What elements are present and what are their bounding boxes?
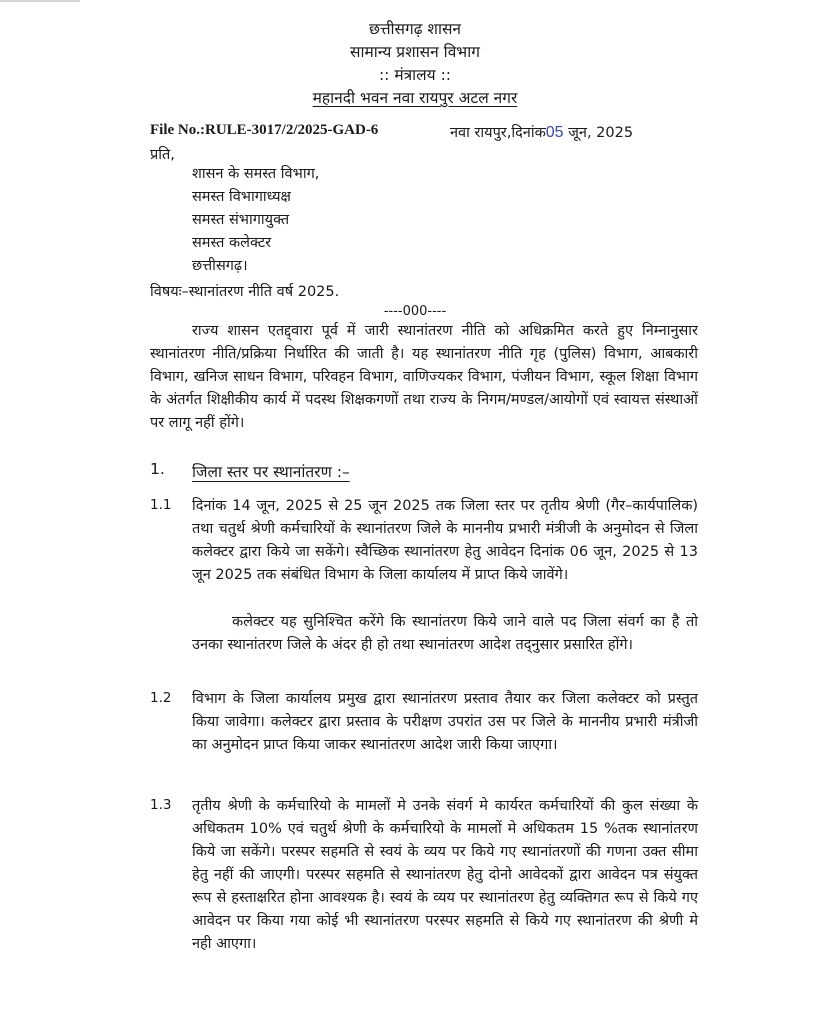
- file-number: File No.:RULE-3017/2/2025-GAD-6: [150, 122, 379, 138]
- reference-line: [150, 122, 740, 144]
- date-place: नवा रायपुर,दिनांक: [450, 125, 546, 141]
- salutation-to: प्रति,: [150, 147, 175, 163]
- scan-edge-mark: [0, 0, 80, 2]
- clause-1-1-text: दिनांक 14 जून, 2025 से 25 जून 2025 तक जिला स्तर पर तृतीय श्रेणी (गैर–कार्यपालिक) तथा चतुर्थ श्रेणी कर्मचारियों के स्थानांतरण जिले के माननीय प्रभारी मंत्रीजी के अनुमोदन से जिला कलेक्टर द्वारा किये जा सकेंगे। स्वैच्छिक स्थानांतरण हेतु आवेदन दिनांक 06 जून, 2025 से 13 जून 2025 तक संबंधित विभाग के जिला कार्यालय में प्राप्त किये जावेंगे।: [192, 498, 698, 583]
- letterhead-address: महानदी भवन नवा रायपुर अटल नगर: [312, 89, 518, 107]
- intro-paragraph: राज्य शासन एतद्द्वारा पूर्व में जारी स्थानांतरण नीति को अधिक्रमित करते हुए निम्नानुसार स्थानांतरण नीति/प्रक्रिया निर्धारित की जाती है। यह स्थानांतरण नीति गृह (पुलिस) विभाग, आबकारी विभाग, खनिज साधन विभाग, परिवहन विभाग, वाणिज्यकर विभाग, पंजीयन विभाग, स्कूल शिक्षा विभाग के अंतर्गत शिक्षीकीय कार्य में पदस्थ शिक्षकगणों तथा राज्य के निगम/मण्डल/आयोगों एवं स्वायत्त संस्थाओं पर लागू नहीं होंगे।: [150, 323, 698, 431]
- clause-1-1-continuation: कलेक्टर यह सुनिश्चित करेंगे कि स्थानांतरण किये जाने वाले पद जिला संवर्ग का है तो उनका स्थानांतरण जिले के अंदर ही हो तथा स्थानांतरण आदेश तद्नुसार प्रसारित होंगे।: [192, 614, 698, 653]
- addressee-list: [192, 163, 319, 278]
- clause-1-2-text: विभाग के जिला कार्यालय प्रमुख द्वारा स्थानांतरण प्रस्ताव तैयार कर जिला कलेक्टर को प्रस्तुत किया जावेगा। कलेक्टर द्वारा प्रस्ताव के परीक्षण उपरांत उस पर जिले के माननीय प्रभारी मंत्रीजी का अनुमोदन प्राप्त किया जाकर स्थानांतरण आदेश जारी किया जाएगा।: [192, 691, 698, 753]
- section-title: जिला स्तर पर स्थानांतरण :–: [192, 463, 350, 481]
- date-month-year: जून, 2025: [563, 125, 634, 141]
- date-day-handwritten: 05: [545, 124, 564, 141]
- addressee: शासन के समस्त विभाग,: [192, 166, 320, 182]
- clause-number: 1.2: [150, 690, 172, 706]
- subject-line: विषयः–स्थानांतरण नीति वर्ष 2025.: [150, 284, 340, 300]
- section-number: 1.: [150, 460, 165, 478]
- addressee: समस्त कलेक्टर: [192, 235, 272, 251]
- separator: ----000----: [383, 304, 447, 319]
- letterhead-department: सामान्य प्रशासन विभाग: [350, 43, 480, 61]
- addressee: समस्त संभागायुक्त: [192, 212, 290, 228]
- issue-date: [450, 122, 633, 142]
- clause-number: 1.1: [150, 497, 172, 513]
- letterhead-state: छत्तीसगढ़ शासन: [368, 20, 462, 38]
- addressee: समस्त विभागाध्यक्ष: [192, 189, 291, 205]
- addressee: छत्तीसगढ़।: [192, 258, 248, 274]
- clause-1-3-text: तृतीय श्रेणी के कर्मचारियो के मामलों मे उनके संवर्ग मे कार्यरत कर्मचारियों की कुल संख्या के अधिकतम 10% एवं चतुर्थ श्रेणी के कर्मचारियो के मामलों मे अधिकतम 15 %तक स्थानांतरण किये जा सकेंगे। परस्पर सहमति से स्वयं के व्यय पर किये गए स्थानांतरणों की गणना उक्त सीमा हेतु नहीं की जाएगी। परस्पर सहमति से स्थानांतरण हेतु दोनो आवेदकों द्वारा आवेदन पत्र संयुक्त रूप से हस्ताक्षरित होना आवश्यक है। स्वयं के व्यय पर स्थानांतरण हेतु व्यक्तिगत रूप से किये गए आवेदन पर किया गया कोई भी स्थानांतरण परस्पर सहमति से किये गए स्थानांतरण की श्रेणी मे नही आएगा।: [192, 798, 698, 952]
- letterhead: [0, 18, 830, 110]
- clause-number: 1.3: [150, 797, 172, 813]
- letterhead-ministry: :: मंत्रालय ::: [378, 66, 452, 84]
